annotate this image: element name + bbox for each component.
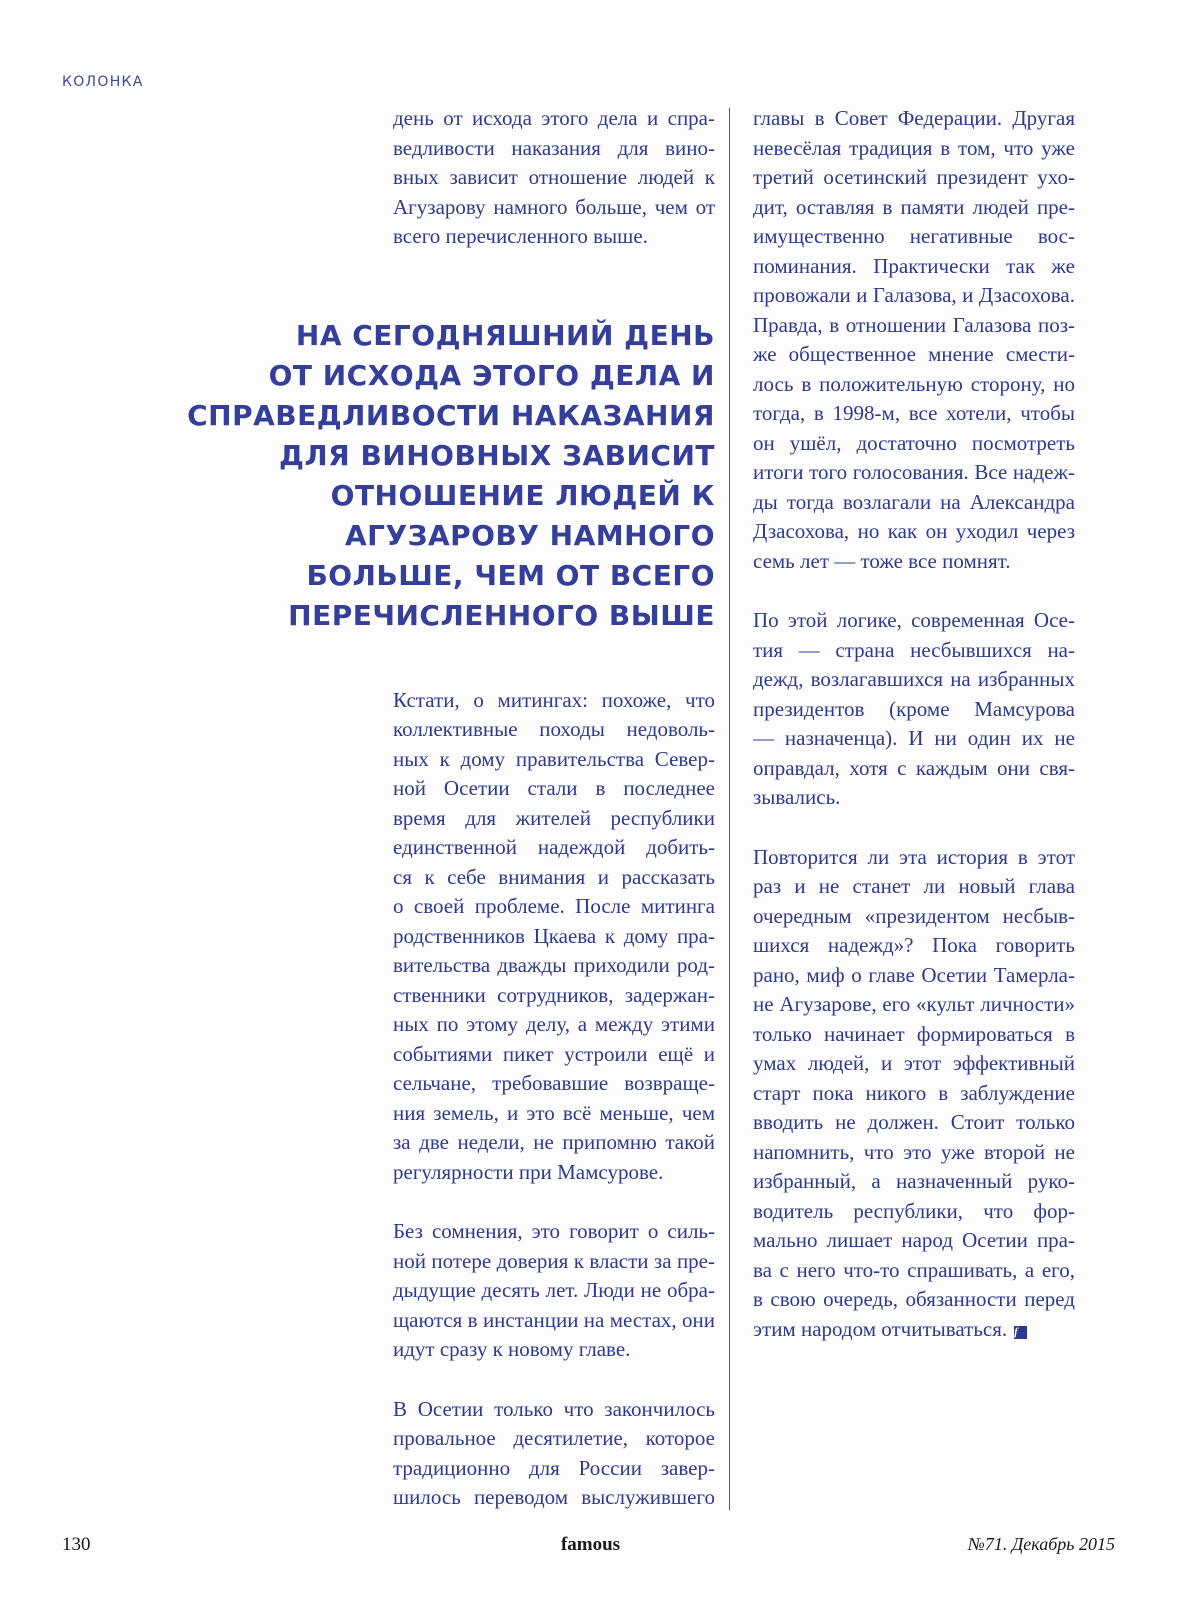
- text-line: дыдущие десять лет. Люди не обра-: [393, 1278, 715, 1302]
- text-line: родственников Цкаева к дому пра-: [393, 923, 715, 948]
- text-line: СПРАВЕДЛИВОСТИ НАКАЗАНИЯ: [187, 398, 715, 432]
- text-line: ной потере доверия к власти за пре-: [393, 1248, 715, 1273]
- paragraph-repeat: [753, 843, 1075, 1345]
- page-number: 130: [62, 1534, 91, 1555]
- text-line: рано, миф о главе Осетии Тамерла-: [753, 962, 1075, 987]
- text-line: ОТНОШЕНИЕ ЛЮДЕЙ К: [330, 478, 715, 512]
- text-line: только начинает формироваться в: [753, 1021, 1075, 1046]
- text-line: невесёлая традиция в том, что уже: [753, 135, 1075, 160]
- text-line: оправдал, хотя с каждым они свя-: [753, 755, 1075, 780]
- text-line: щаются в инстанции на местах, они: [393, 1307, 715, 1332]
- text-line: ведливости наказания для вино-: [393, 135, 715, 160]
- text-line: ственники сотрудников, задержан-: [393, 982, 715, 1007]
- text-line: коллективные походы недоволь-: [393, 717, 715, 741]
- text-line: итоги того голосования. Все надеж-: [753, 460, 1075, 484]
- paragraph-trust: [393, 1217, 715, 1365]
- text-line: президентов (кроме Мамсурова: [753, 696, 1075, 721]
- text-line: идут сразу к новому главе.: [393, 1337, 631, 1361]
- text-line: имущественно негативные вос-: [753, 224, 1075, 248]
- article-end-mark-icon: f: [1014, 1326, 1027, 1339]
- text-line: избранный, а назначенный руко-: [753, 1169, 1075, 1193]
- text-line: в свою очередь, обязанности перед: [753, 1287, 1075, 1311]
- text-line: вводить не должен. Стоит только: [753, 1110, 1075, 1134]
- text-line: ных к дому правительства Север-: [393, 746, 715, 771]
- pull-quote: [120, 316, 715, 636]
- text-line: Без сомнения, это говорит о силь-: [393, 1219, 715, 1243]
- text-line: этим народом отчитываться. f: [753, 1315, 1075, 1345]
- text-line: он ушёл, достаточно посмотреть: [753, 430, 1075, 455]
- text-line: единственной надеждой добить-: [393, 835, 715, 859]
- text-line: умах людей, и этот эффективный: [753, 1051, 1075, 1075]
- text-line: ДЛЯ ВИНОВНЫХ ЗАВИСИТ: [278, 438, 715, 472]
- left-column: [187, 104, 715, 1543]
- text-line: третий осетинский президент ухо-: [753, 165, 1075, 189]
- text-line: зывались.: [753, 785, 841, 809]
- text-line: шилось переводом выслужившего: [393, 1485, 715, 1509]
- text-line: тия — страна несбывшихся на-: [753, 637, 1075, 662]
- text-line: раз и не станет ли новый глава: [753, 874, 1075, 898]
- text-line: поминания. Практически так же: [753, 253, 1075, 278]
- text-line: шихся надежд»? Пока говорить: [753, 933, 1075, 957]
- page-footer: [0, 1534, 1181, 1560]
- text-line: ной Осетии стали в последнее: [393, 776, 715, 800]
- text-line: не Агузарове, его «культ личности»: [753, 992, 1075, 1016]
- issue-info: №71. Декабрь 2015: [967, 1534, 1115, 1554]
- text-line: сельчане, требовавшие возвраще-: [393, 1071, 715, 1095]
- text-line: ва с него что-то спрашивать, а его,: [753, 1257, 1075, 1282]
- text-line: водитель республики, что фор-: [753, 1198, 1075, 1223]
- paragraph-tradition: [753, 104, 1075, 576]
- text-line: Правда, в отношении Галазова поз-: [753, 312, 1075, 337]
- text-line: лось в положительную сторону, но: [753, 371, 1075, 396]
- text-line: семь лет — тоже все помнят.: [753, 548, 1011, 573]
- text-line: мально лишает народ Осетии пра-: [753, 1228, 1075, 1252]
- text-line: Дзасохова, но как он уходил через: [753, 519, 1075, 543]
- section-label: КОЛОНКА: [62, 74, 144, 90]
- text-line: всего перечисленного выше.: [393, 224, 648, 248]
- text-line: ных по этому делу, а между этими: [393, 1012, 715, 1036]
- text-line: НА СЕГОДНЯШНИЙ ДЕНЬ: [295, 318, 715, 352]
- text-line: БОЛЬШЕ, ЧЕМ ОТ ВСЕГО: [306, 558, 715, 592]
- text-line: традиционно для России завер-: [393, 1455, 715, 1480]
- text-line: По этой логике, современная Осе-: [753, 608, 1075, 632]
- text-line: провожали и Галазова, и Дзасохова.: [753, 283, 1075, 307]
- text-line: вных зависит отношение людей к: [393, 165, 715, 189]
- paragraph-intro: [393, 104, 715, 252]
- text-line: Повторится ли эта история в этот: [753, 844, 1075, 869]
- text-line: старт пока никого в заблуждение: [753, 1080, 1075, 1105]
- paragraph-meetings: [393, 686, 715, 1188]
- right-column: [753, 104, 1075, 1374]
- text-line: ся к себе внимания и рассказать: [393, 864, 715, 889]
- text-line: же общественное мнение смести-: [753, 342, 1075, 366]
- text-line: ОТ ИСХОДА ЭТОГО ДЕЛА И: [268, 358, 715, 392]
- text-line: Агузарову намного больше, чем от: [393, 194, 715, 219]
- text-line: день от исхода этого дела и спра-: [393, 106, 715, 130]
- text-line: время для жителей республики: [393, 805, 715, 830]
- text-line: АГУЗАРОВУ НАМНОГО: [344, 518, 715, 552]
- text-line: тогда, в 1998-м, все хотели, чтобы: [753, 401, 1075, 425]
- text-line: очередным «президентом несбыв-: [753, 903, 1075, 928]
- text-line: ПЕРЕЧИСЛЕННОГО ВЫШЕ: [288, 598, 715, 632]
- column-divider: [729, 108, 730, 1510]
- text-line: ды тогда возлагали на Александра: [753, 489, 1075, 514]
- text-line: за две недели, не припомню такой: [393, 1130, 715, 1154]
- magazine-name: famous: [560, 1534, 621, 1555]
- text-line: дежд, возлагавшихся на избранных: [753, 667, 1075, 691]
- paragraph-decade: [393, 1395, 715, 1513]
- text-line: вительства дважды приходили род-: [393, 953, 715, 977]
- text-line: Кстати, о митингах: похоже, что: [393, 687, 715, 712]
- text-line: главы в Совет Федерации. Другая: [753, 106, 1075, 130]
- text-line: — назначенца). И ни один их не: [753, 726, 1075, 750]
- text-line: провальное десятилетие, которое: [393, 1426, 715, 1450]
- text-line: В Осетии только что закончилось: [393, 1396, 715, 1421]
- paragraph-logic: [753, 606, 1075, 813]
- text-line: событиями пикет устроили ещё и: [393, 1041, 715, 1066]
- text-line: дит, оставляя в памяти людей пре-: [753, 194, 1075, 219]
- text-line: регулярности при Мамсурове.: [393, 1159, 664, 1184]
- text-line: о своей проблеме. После митинга: [393, 894, 715, 918]
- text-line: ния земель, и это всё меньше, чем: [393, 1100, 715, 1125]
- text-line: напомнить, что это уже второй не: [753, 1139, 1075, 1164]
